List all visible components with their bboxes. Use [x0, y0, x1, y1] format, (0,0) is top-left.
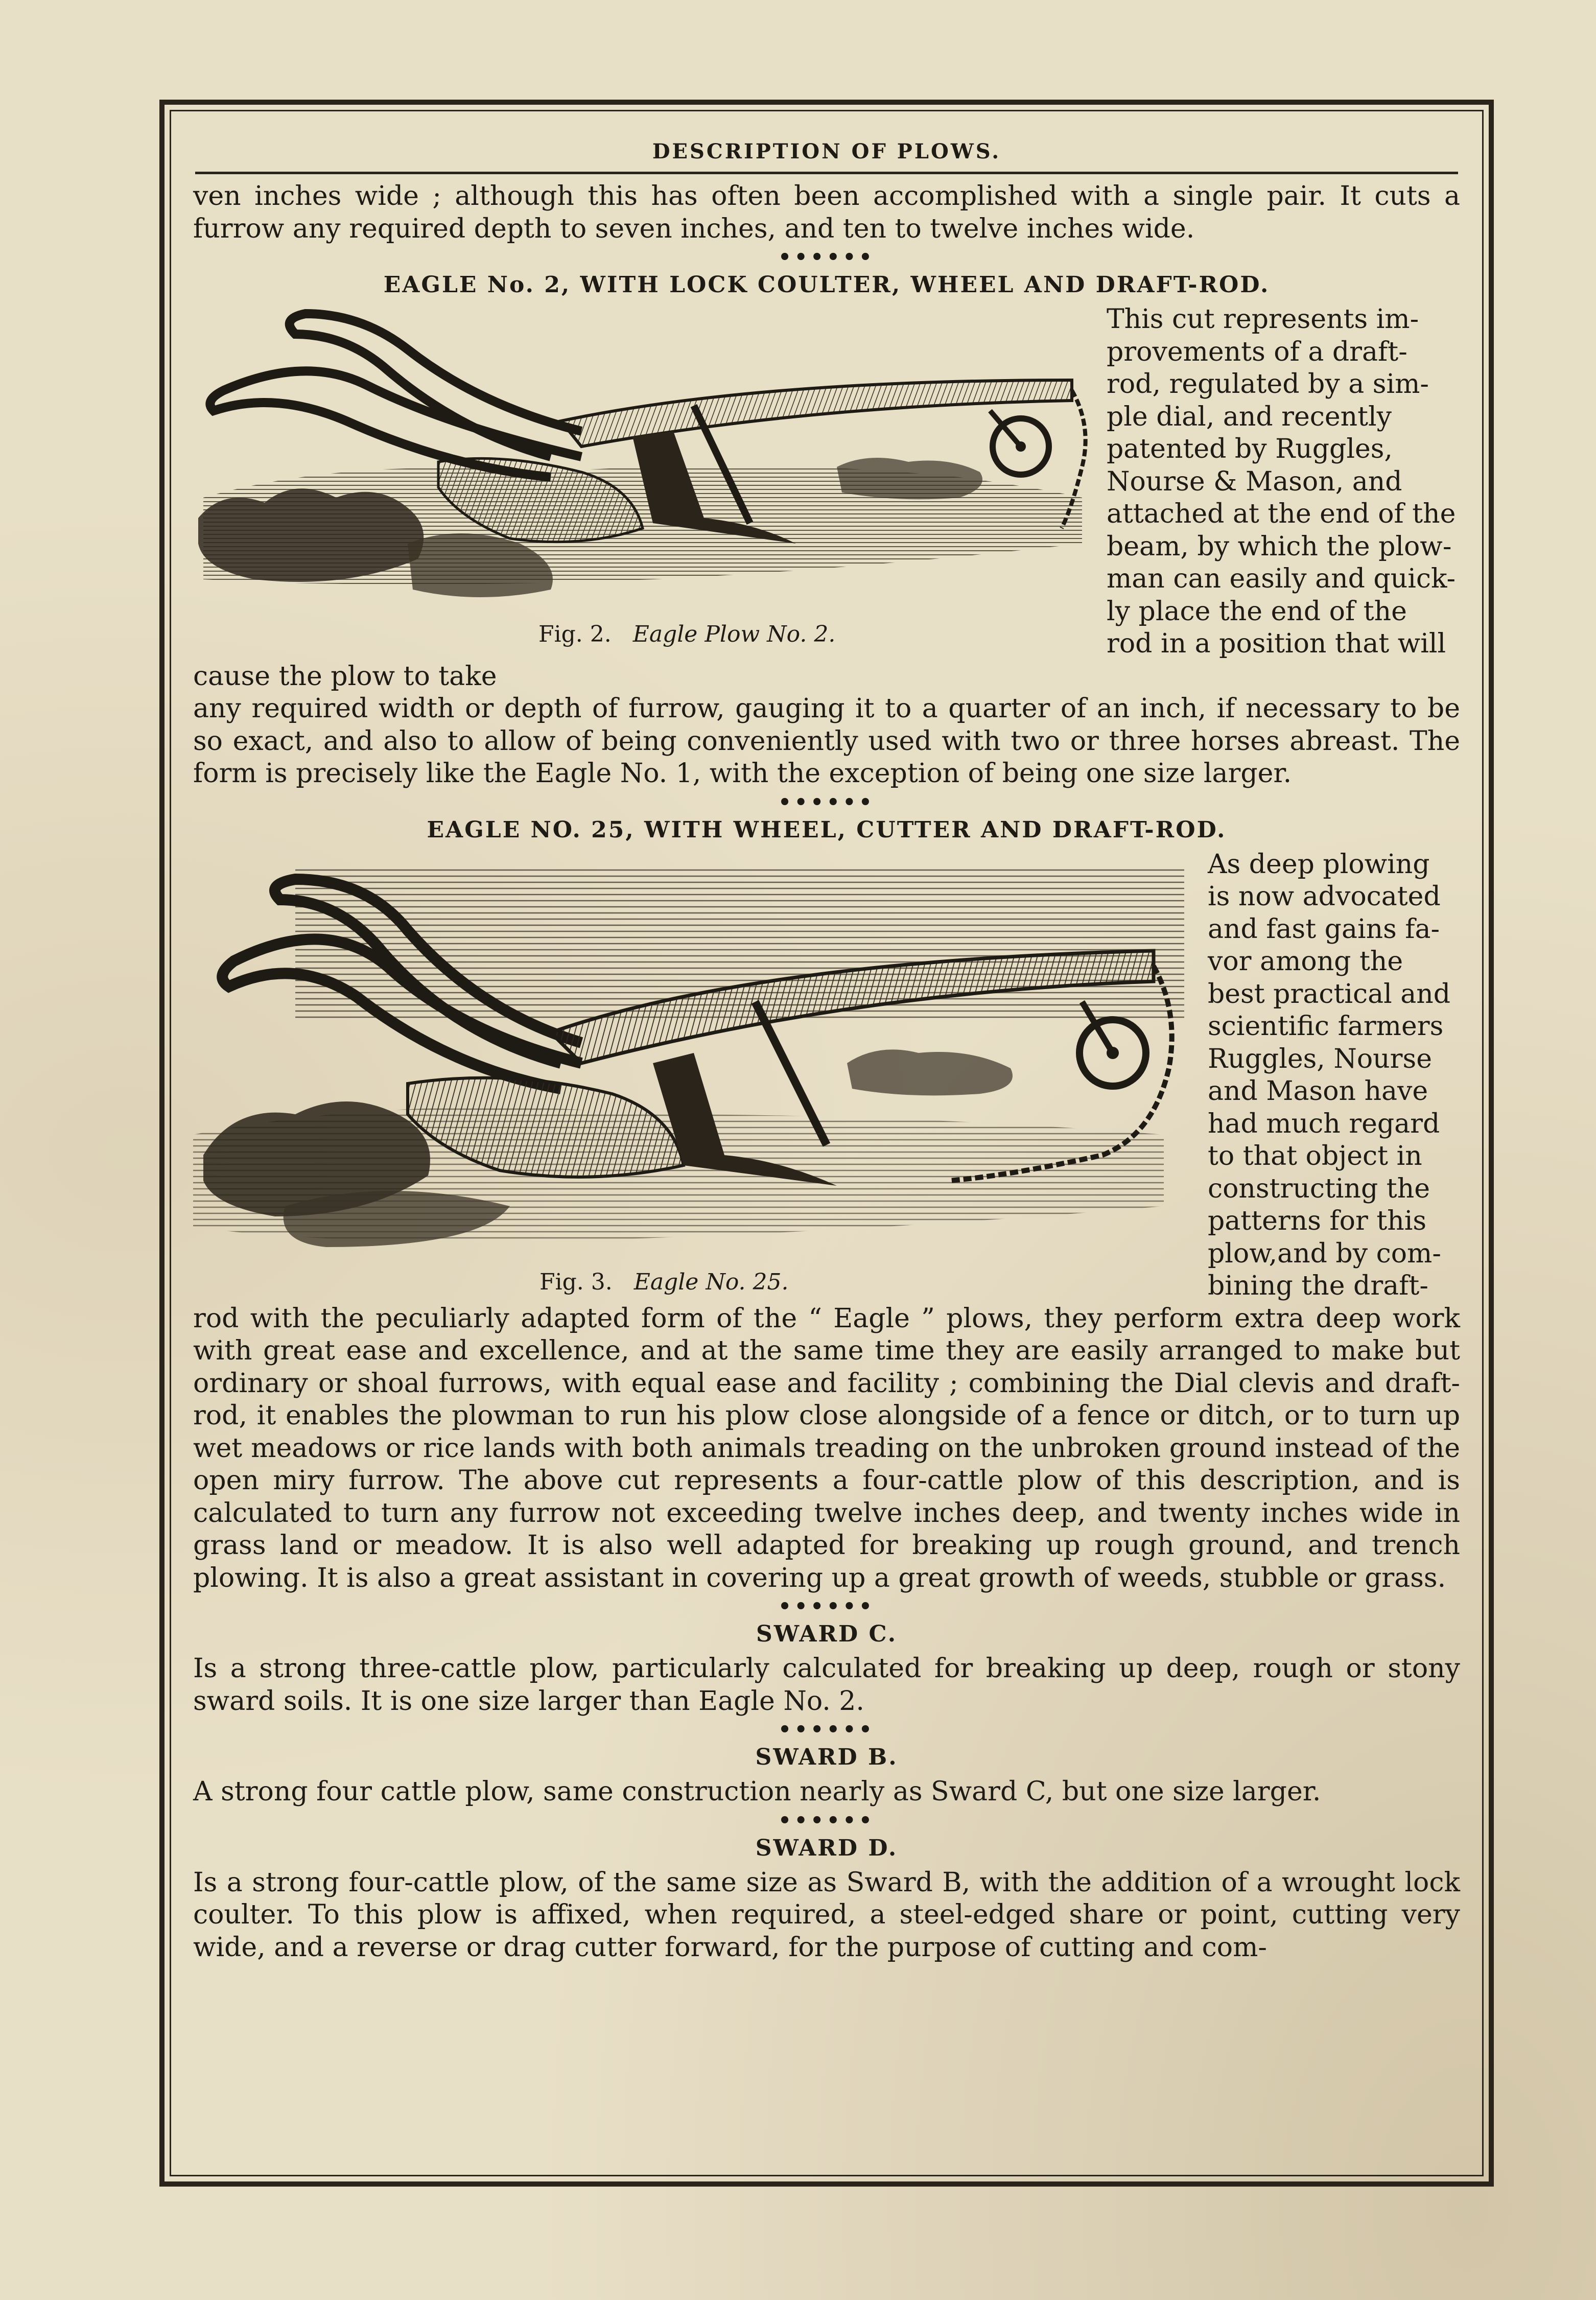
sward-b-body: A strong four cattle plow, same construction nearly as Sward C, but one size larger.	[193, 1776, 1321, 1807]
eagle25-side-line: is now advocated	[1208, 881, 1441, 912]
eagle-plow-2-illustration	[193, 303, 1093, 609]
figure-3-caption	[193, 1267, 1194, 1298]
eagle25-body: rod with the peculiarly adapted form of the “ Eagle ” plows, they perform extra deep work with great ease and excellence, and at the same time they are easily arranged to make but ordinary or shoal furrows, with equal ease and facility ; combining the Dial clevis and draft-rod, it enables the plowman to run his plow close alongside of a fence or ditch, or to turn up wet meadows or rice lands with both animals treading on the unbroken ground instead of the open miry furrow. The above cut represents a four-cattle plow of this description, and is calculated to turn any furrow not exceeding twelve inches deep, and twenty inches wide in grass land or meadow. It is also well adapted for breaking up rough ground, and trench plowing. It is also a great assistant in covering up a great growth of weeds, stubble or grass.	[193, 1303, 1460, 1593]
separator-4: ••••••	[778, 1718, 875, 1742]
figure-2-caption	[193, 619, 1093, 650]
eagle25-side-line: Ruggles, Nourse	[1208, 1043, 1432, 1074]
eagle2-body: any required width or depth of furrow, gauging it to a quarter of an inch, if necessary to be so exact, and also to allow of being conveniently used with two or three horses abreast. The form is precisely like the Eagle No. 1, with the exception of being one size larger.	[193, 693, 1460, 789]
eagle25-side-line: and Mason have	[1208, 1076, 1428, 1107]
eagle2-side-line: man can easily and quick-	[1107, 564, 1456, 594]
sward-c-body: Is a strong three-cattle plow, particularly calculated for breaking up deep, rough or stony sward soils. It is one size larger than Eagle No. 2.	[193, 1653, 1460, 1717]
sward-c-heading: SWARD C.	[756, 1621, 898, 1647]
eagle2-figure-block	[193, 303, 1460, 693]
eagle2-side-line: cause the plow to take	[193, 661, 497, 692]
eagle2-side-line: ple dial, and recently	[1107, 401, 1392, 432]
sward-d-body: Is a strong four-cattle plow, of the same size as Sward B, with the addition of a wrought lock coulter. To this plow is affixed, when required, a steel-edged share or point, cutting very wide, and a reverse or drag cutter forward, for the purpose of cutting and com-	[193, 1867, 1460, 1963]
eagle2-side-line: beam, by which the plow-	[1107, 531, 1452, 562]
sward-b-heading: SWARD B.	[755, 1744, 898, 1770]
eagle25-side-line: best practical and	[1208, 978, 1451, 1010]
figure-3	[193, 849, 1194, 1298]
separator-2: ••••••	[778, 790, 875, 814]
eagle2-side-line: attached at the end of the	[1107, 499, 1456, 529]
figure-2	[193, 303, 1093, 650]
eagle25-side-line: As deep plowing	[1208, 849, 1430, 880]
eagle2-side-line: rod, regulated by a sim-	[1107, 369, 1429, 400]
figure-3-title: Eagle No. 25.	[633, 1269, 789, 1295]
eagle2-side-line: provements of a draft-	[1107, 336, 1407, 367]
separator-5: ••••••	[778, 1808, 875, 1833]
separator-1: ••••••	[778, 245, 875, 269]
eagle2-side-line: Nourse & Mason, and	[1107, 466, 1402, 497]
eagle25-side-line: to that object in	[1208, 1141, 1422, 1171]
eagle25-side-line: scientific farmers	[1208, 1011, 1444, 1042]
eagle25-side-line: plow,and by com-	[1208, 1238, 1441, 1269]
separator-3: ••••••	[778, 1594, 875, 1618]
eagle25-side-line: bining the draft-	[1208, 1271, 1428, 1301]
eagle25-heading: EAGLE NO. 25, WITH WHEEL, CUTTER AND DRAFT-ROD.	[427, 816, 1227, 843]
eagle25-side-line: patterns for this	[1208, 1206, 1427, 1236]
eagle25-side-line: constructing the	[1208, 1173, 1430, 1204]
running-head: DESCRIPTION OF PLOWS.	[195, 134, 1458, 174]
figure-3-label: Fig. 3.	[539, 1269, 613, 1295]
figure-2-title: Eagle Plow No. 2.	[632, 621, 836, 647]
eagle2-side-line: rod in a position that will	[1107, 628, 1446, 659]
eagle2-heading: EAGLE No. 2, WITH LOCK COULTER, WHEEL AND DRAFT-ROD.	[383, 272, 1270, 298]
sward-d-heading: SWARD D.	[755, 1835, 898, 1861]
intro-paragraph: ven inches wide ; although this has often been accomplished with a single pair. It cuts a furrow any required depth to seven inches, and ten to twelve inches wide.	[193, 181, 1460, 244]
eagle2-side-line: patented by Ruggles,	[1107, 434, 1393, 464]
eagle25-side-line: had much regard	[1208, 1108, 1440, 1139]
figure-2-label: Fig. 2.	[538, 621, 612, 647]
eagle25-figure-block	[193, 849, 1460, 1303]
eagle25-side-line: and fast gains fa-	[1208, 913, 1440, 945]
eagle-plow-25-illustration	[193, 849, 1194, 1257]
page-content	[193, 134, 1460, 2172]
eagle25-side-line: vor among the	[1208, 946, 1403, 977]
eagle2-side-line: ly place the end of the	[1107, 596, 1407, 627]
eagle2-side-line: This cut represents im-	[1107, 304, 1419, 335]
